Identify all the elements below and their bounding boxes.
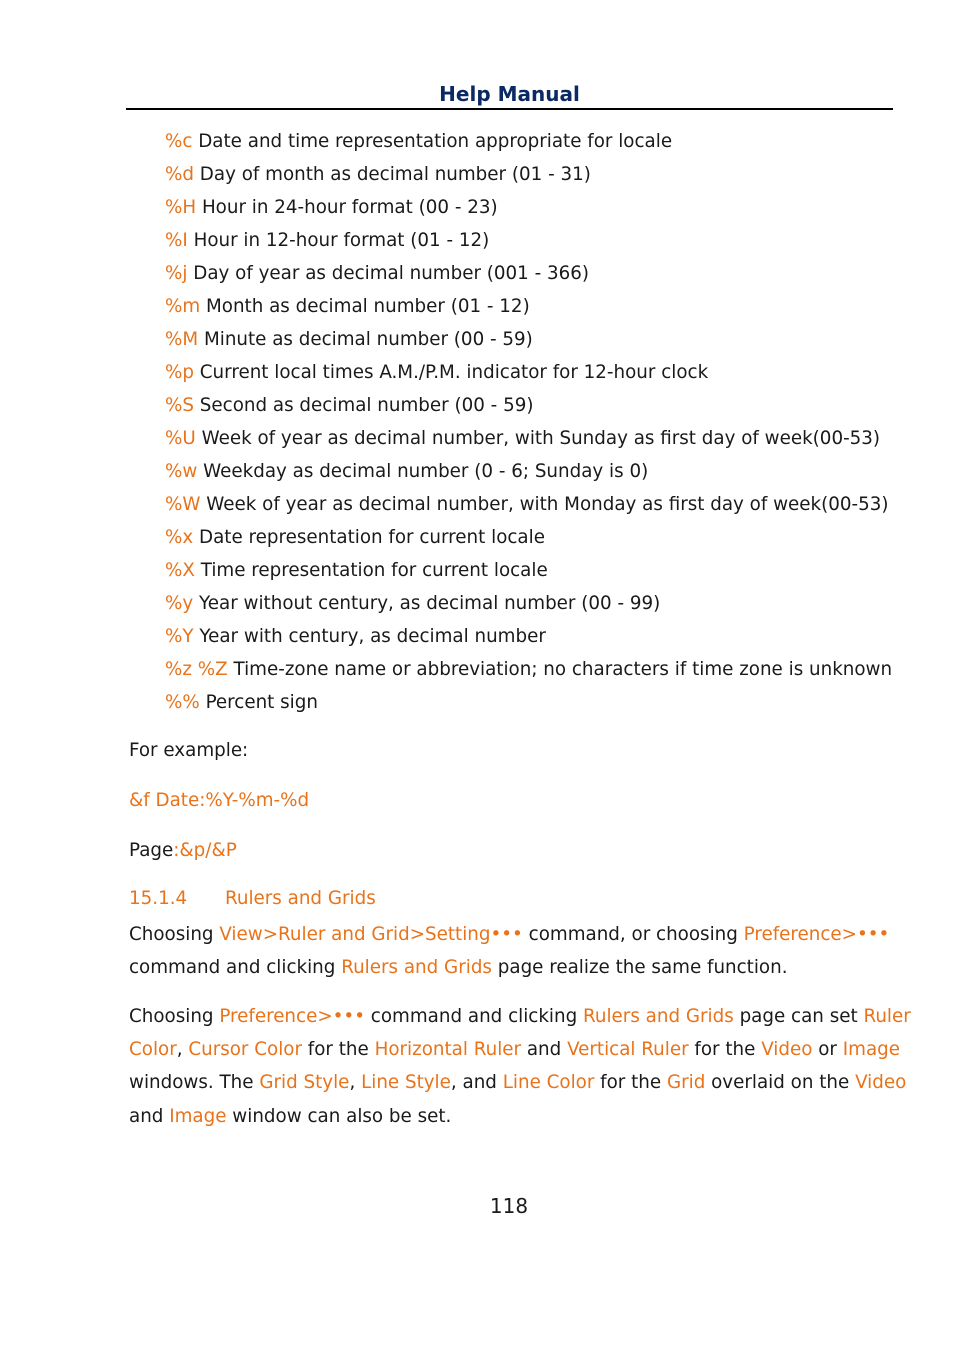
format-description: Hour in 12-hour format (01 - 12) <box>193 230 490 251</box>
list-item <box>165 128 892 161</box>
list-item <box>165 359 892 392</box>
text-run: and <box>129 1106 170 1127</box>
list-item <box>165 689 892 722</box>
term: Image <box>169 1106 227 1127</box>
format-code: %y <box>165 593 194 614</box>
format-description: Month as decimal number (01 - 12) <box>206 296 530 317</box>
paragraph-2-line-3 <box>129 1069 907 1097</box>
text-run: , <box>349 1072 362 1093</box>
format-code: %Y <box>165 626 194 647</box>
text-run: window can also be set. <box>226 1106 452 1127</box>
section-number: 15.1.4 <box>129 888 188 909</box>
term: Video <box>761 1039 813 1060</box>
format-description: Day of year as decimal number (001 - 366) <box>193 263 590 284</box>
format-code: %W <box>165 494 201 515</box>
format-description: Percent sign <box>205 692 318 713</box>
paragraph-2-line-1 <box>129 1003 911 1031</box>
format-description: Current local times A.M./P.M. indicator for 12-hour clock <box>199 362 709 383</box>
menu-path: View>Ruler and Grid>Setting••• <box>219 924 523 945</box>
list-item <box>165 557 892 590</box>
list-item <box>165 524 892 557</box>
format-description: Year without century, as decimal number (00 - 99) <box>199 593 661 614</box>
example-page-line <box>129 840 237 861</box>
format-description: Time representation for current locale <box>200 560 548 581</box>
text-run: , and <box>450 1072 503 1093</box>
term: Vertical Ruler <box>567 1039 689 1060</box>
text-run: for the <box>688 1039 762 1060</box>
list-item <box>165 590 892 623</box>
section-title: Rulers and Grids <box>225 888 376 909</box>
list-item <box>165 260 892 293</box>
list-item <box>165 623 892 656</box>
term: Horizontal Ruler <box>374 1039 522 1060</box>
text-run: command, or choosing <box>522 924 744 945</box>
header-divider <box>126 108 893 110</box>
format-description: Day of month as decimal number (01 - 31) <box>199 164 591 185</box>
list-item <box>165 194 892 227</box>
page-header-title: Help Manual <box>439 82 580 106</box>
menu-path: Preference>••• <box>219 1006 365 1027</box>
text-run: for the <box>594 1072 667 1093</box>
format-description: Year with century, as decimal number <box>199 626 546 647</box>
list-item <box>165 227 892 260</box>
list-item <box>165 293 892 326</box>
paragraph-2-line-2 <box>129 1036 901 1064</box>
format-description: Week of year as decimal number, with Sunday as first day of week(00-53) <box>201 428 881 449</box>
format-code: %S <box>165 395 194 416</box>
format-description: Time-zone name or abbreviation; no characters if time zone is unknown <box>233 659 893 680</box>
page-number: 118 <box>489 1194 529 1218</box>
format-code: %% <box>165 692 200 713</box>
section-heading <box>129 888 376 909</box>
format-description: Week of year as decimal number, with Monday as first day of week(00-53) <box>206 494 889 515</box>
menu-path: Preference>••• <box>743 924 890 945</box>
text-run: windows. The <box>129 1072 260 1093</box>
page-reference: Rulers and Grids <box>341 957 492 978</box>
format-code: %m <box>165 296 201 317</box>
format-description: Minute as decimal number (00 - 59) <box>203 329 533 350</box>
term: Image <box>842 1039 901 1060</box>
example-date-line: &f Date:%Y-%m-%d <box>129 790 310 811</box>
list-item <box>165 326 892 359</box>
term: Color <box>129 1039 177 1060</box>
format-code: %d <box>165 164 194 185</box>
text-run: Choosing <box>129 1006 220 1027</box>
paragraph-1-line-2 <box>129 954 788 982</box>
format-code: %c <box>165 131 193 152</box>
format-code: %U <box>165 428 196 449</box>
text-run: and <box>521 1039 568 1060</box>
format-description: Weekday as decimal number (0 - 6; Sunday is 0) <box>203 461 649 482</box>
list-item <box>165 656 892 689</box>
page-code: :&p/&P <box>173 840 237 861</box>
term: Line Style <box>361 1072 451 1093</box>
list-item <box>165 458 892 491</box>
format-code: %z %Z <box>165 659 228 680</box>
format-code: %H <box>165 197 197 218</box>
text-run: command and clicking <box>129 957 342 978</box>
format-code: %j <box>165 263 188 284</box>
text-run: command and clicking <box>365 1006 584 1027</box>
text-run: overlaid on the <box>705 1072 856 1093</box>
term: Cursor Color <box>188 1039 302 1060</box>
term: Grid Style <box>259 1072 350 1093</box>
page-reference: Rulers and Grids <box>583 1006 734 1027</box>
format-code: %x <box>165 527 194 548</box>
term: Video <box>855 1072 907 1093</box>
text-run: , <box>176 1039 189 1060</box>
format-code: %M <box>165 329 199 350</box>
page-prefix: Page <box>129 840 174 861</box>
format-code-list <box>165 128 892 722</box>
text-run: Choosing <box>129 924 220 945</box>
format-code: %w <box>165 461 198 482</box>
format-description: Second as decimal number (00 - 59) <box>199 395 534 416</box>
list-item <box>165 161 892 194</box>
list-item <box>165 425 892 458</box>
text-run: for the <box>302 1039 375 1060</box>
example-intro: For example: <box>129 740 249 761</box>
paragraph-1-line-1 <box>129 921 890 949</box>
format-code: %X <box>165 560 195 581</box>
list-item <box>165 392 892 425</box>
text-run: page realize the same function. <box>491 957 788 978</box>
format-description: Hour in 24-hour format (00 - 23) <box>201 197 498 218</box>
format-description: Date and time representation appropriate for locale <box>198 131 673 152</box>
format-description: Date representation for current locale <box>199 527 545 548</box>
term: Grid <box>666 1072 706 1093</box>
term: Line Color <box>502 1072 595 1093</box>
list-item <box>165 491 892 524</box>
text-run: page can set <box>733 1006 864 1027</box>
format-code: %p <box>165 362 194 383</box>
paragraph-2-line-4 <box>129 1103 451 1131</box>
text-run: or <box>812 1039 843 1060</box>
format-code: %I <box>165 230 188 251</box>
term: Ruler <box>863 1006 911 1027</box>
